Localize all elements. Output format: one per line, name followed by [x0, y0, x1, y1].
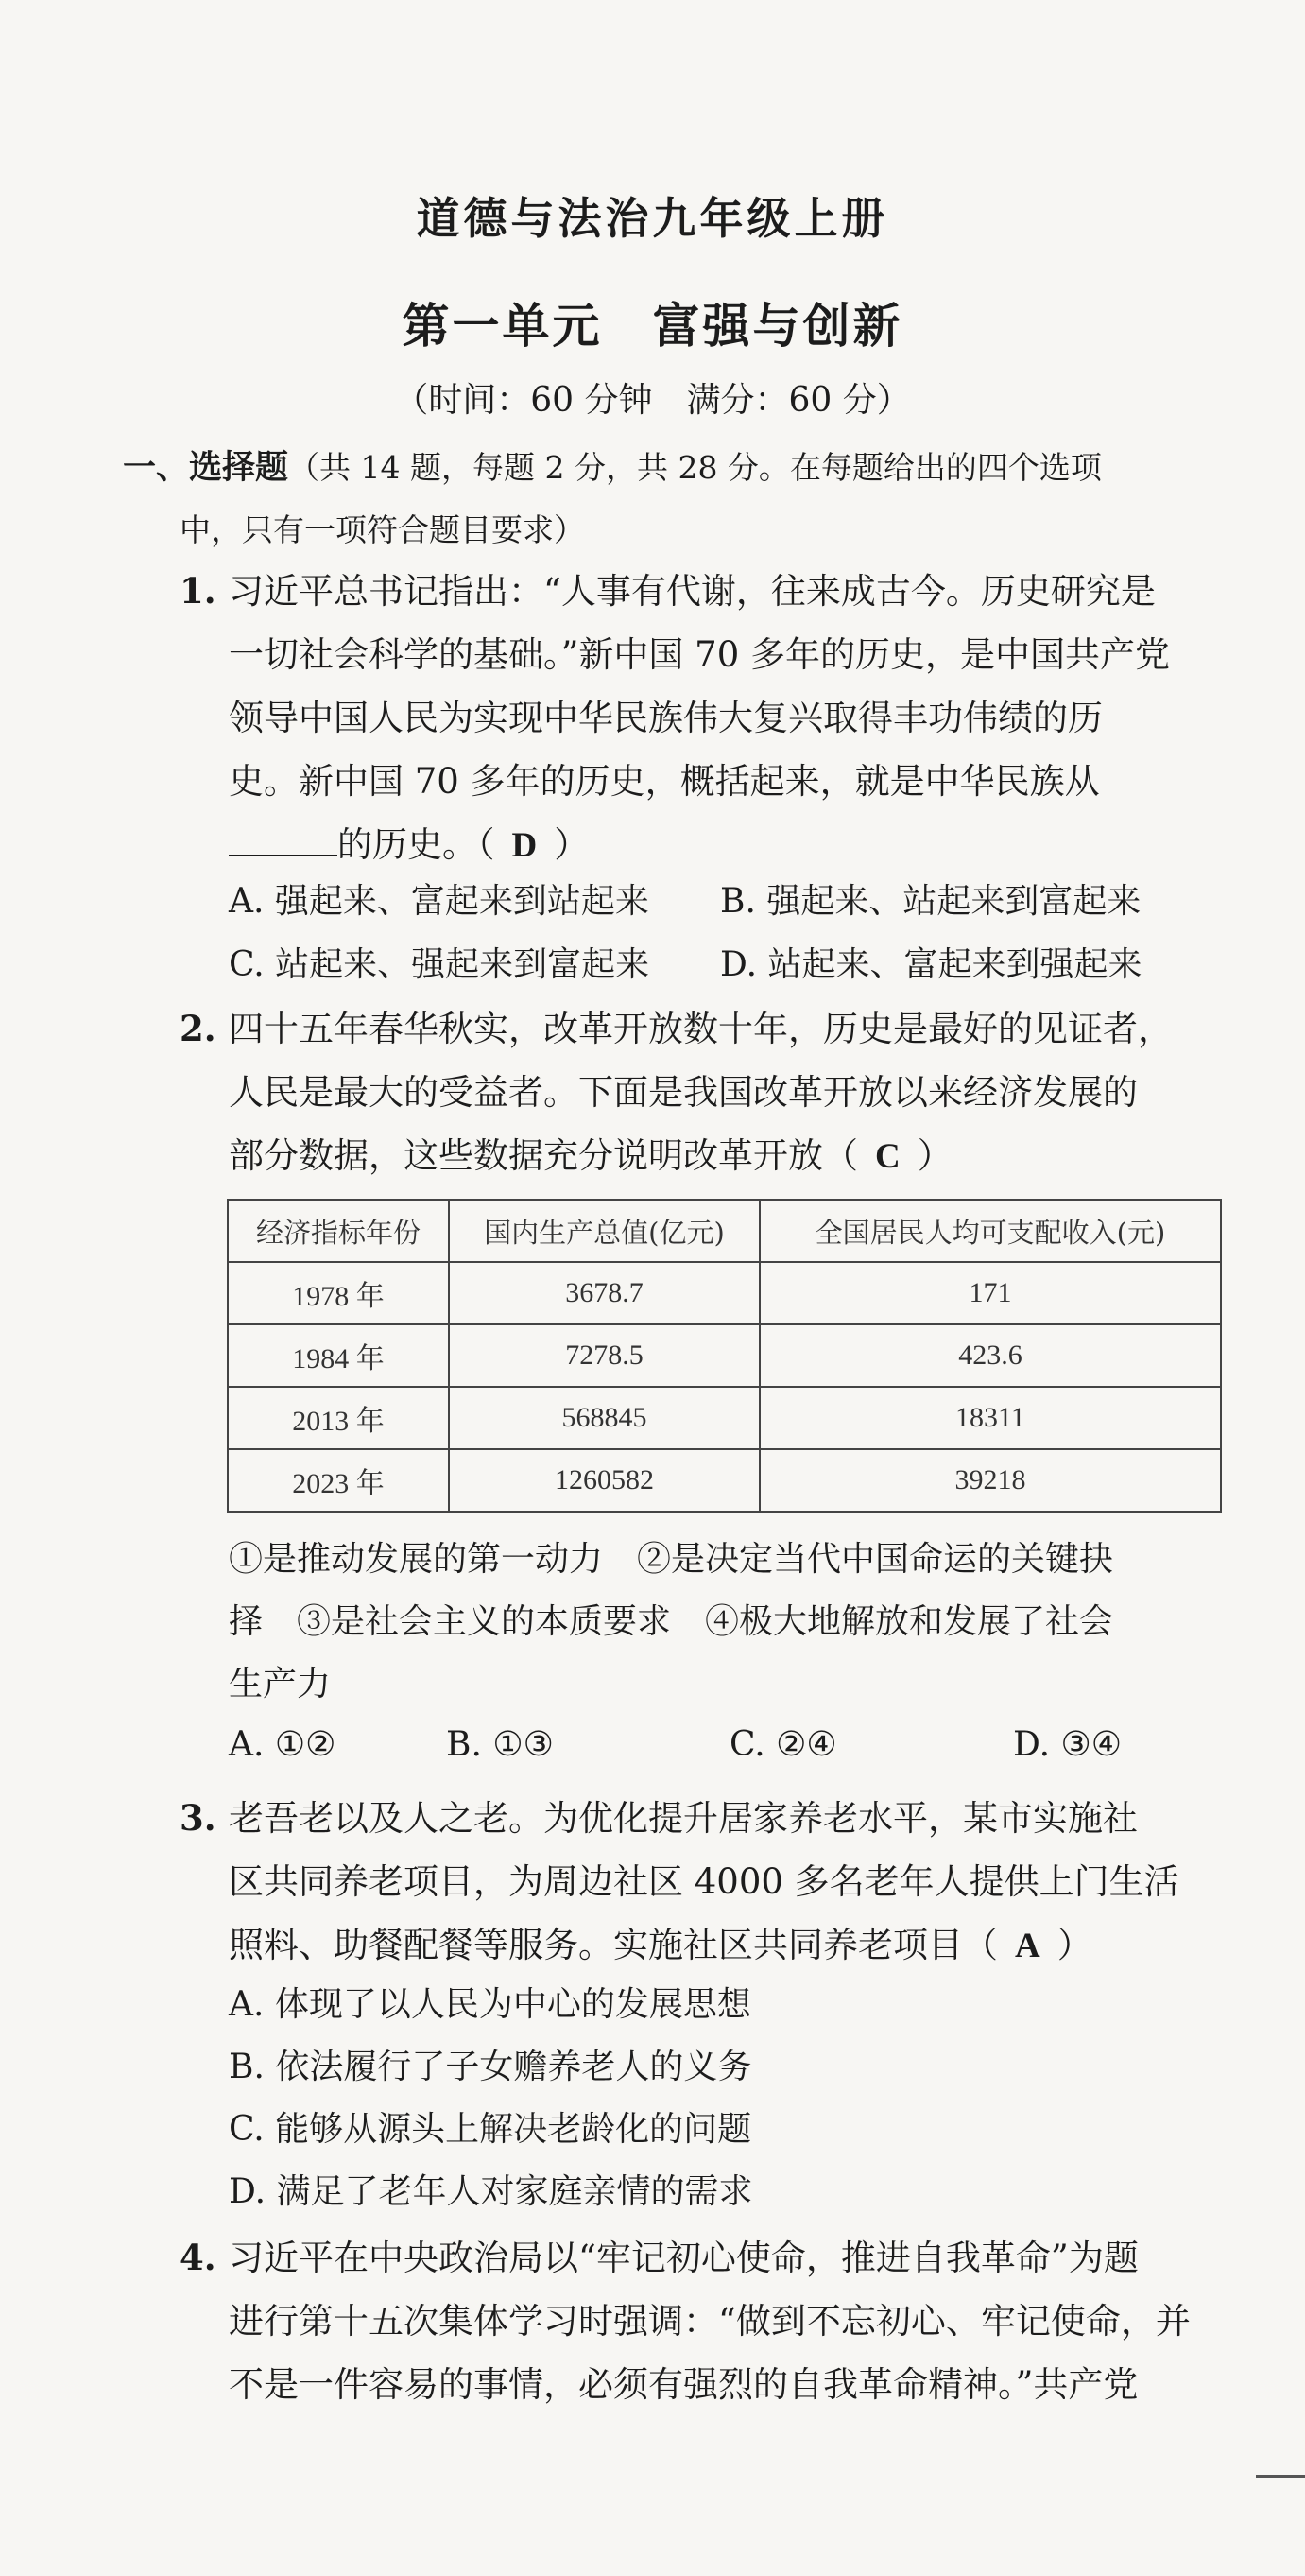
text-line	[229, 1913, 1228, 1978]
text-line: 领导中国人民为实现中华民族伟大复兴取得丰功伟绩的历	[229, 698, 1103, 738]
section-title: 一、选择题	[123, 448, 289, 487]
table-cell: 2023 年	[228, 1449, 449, 1512]
close-paren: ）	[917, 1135, 953, 1176]
statements	[229, 1529, 1230, 1716]
text-line: 一切社会科学的基础。”新中国 70 多年的历史，是中国共产党	[229, 634, 1171, 675]
table-cell: 1978 年	[228, 1262, 449, 1324]
table-cell: 1260582	[449, 1449, 760, 1512]
table-cell: 568845	[449, 1387, 760, 1449]
page-edge-mark	[1256, 2475, 1305, 2478]
text-line: 史。新中国 70 多年的历史，概括起来，就是中华民族从	[229, 761, 1100, 802]
text-line: 人民是最大的受益者。下面是我国改革开放以来经济发展的	[229, 1072, 1138, 1113]
option-c: C. ②④	[730, 1725, 837, 1764]
text-line: 习近平总书记指出：“人事有代谢，往来成古今。历史研究是	[229, 571, 1156, 612]
text-fragment: 部分数据，这些数据充分说明改革开放（	[229, 1135, 858, 1176]
table-cell: 18311	[760, 1387, 1221, 1449]
question-1	[180, 560, 1228, 877]
table-row	[228, 1387, 1221, 1449]
text-fragment: 的历史。（	[337, 824, 495, 865]
question-text	[229, 997, 1228, 1188]
table-row	[228, 1449, 1221, 1512]
question-number: 1.	[180, 570, 216, 612]
statement-line: 生产力	[229, 1665, 332, 1703]
option-c: C. 能够从源头上解决老龄化的问题	[229, 2110, 752, 2149]
table-cell: 1984 年	[228, 1324, 449, 1387]
table-header: 国内生产总值(亿元)	[449, 1200, 760, 1262]
text-fragment: 照料、助餐配餐等服务。实施社区共同养老项目（	[229, 1925, 998, 1965]
text-line: 四十五年春华秋实，改革开放数十年，历史是最好的见证者，	[229, 1009, 1173, 1049]
exam-info: （时间：60 分钟 满分：60 分）	[394, 381, 911, 420]
question-text	[229, 2226, 1228, 2416]
option-b: B. ①③	[446, 1725, 554, 1764]
text-line	[229, 1124, 1228, 1188]
text-line: 习近平在中央政治局以“牢记初心使命，推进自我革命”为题	[229, 2238, 1139, 2278]
table-cell: 423.6	[760, 1324, 1221, 1387]
option-c: C. 站起来、强起来到富起来	[229, 945, 650, 984]
answer-letter: A	[1015, 1927, 1040, 1965]
section-instructions: （共 14 题，每题 2 分，共 28 分。在每题给出的四个选项	[288, 449, 1102, 486]
option-d: D. ③④	[1013, 1725, 1123, 1764]
table-header: 经济指标年份	[228, 1200, 449, 1262]
option-d: D. 满足了老年人对家庭亲情的需求	[229, 2172, 753, 2211]
question-number: 4.	[180, 2237, 216, 2278]
answer-letter: D	[511, 826, 538, 865]
book-title: 道德与法治九年级上册	[416, 193, 889, 244]
statement-line: 择 ③是社会主义的本质要求 ④极大地解放和发展了社会	[229, 1602, 1114, 1641]
question-3	[180, 1787, 1228, 1978]
section-heading	[123, 437, 1224, 562]
table-cell: 7278.5	[449, 1324, 760, 1387]
close-paren: ）	[554, 824, 590, 865]
table-row	[228, 1324, 1221, 1387]
unit-title: 第一单元 富强与创新	[402, 298, 903, 354]
question-text	[229, 1787, 1228, 1978]
question-text	[229, 560, 1228, 877]
table-cell: 39218	[760, 1449, 1221, 1512]
statement-line: ①是推动发展的第一动力 ②是决定当代中国命运的关键抉	[229, 1540, 1114, 1579]
question-number: 3.	[180, 1797, 216, 1839]
section-instructions-cont: 中，只有一项符合题目要求）	[180, 511, 585, 548]
answer-blank	[229, 817, 337, 856]
question-2	[180, 997, 1228, 1188]
close-paren: ）	[1056, 1925, 1092, 1965]
table-header-row	[228, 1200, 1221, 1262]
text-line: 不是一件容易的事情，必须有强烈的自我革命精神。”共产党	[229, 2364, 1139, 2405]
option-b: B. 强起来、站起来到富起来	[720, 882, 1142, 921]
option-a: A. 强起来、富起来到站起来	[229, 882, 649, 921]
answer-letter: C	[875, 1137, 901, 1176]
table-header: 全国居民人均可支配收入(元)	[760, 1200, 1221, 1262]
table-cell: 2013 年	[228, 1387, 449, 1449]
option-a: A. 体现了以人民为中心的发展思想	[229, 1985, 751, 2024]
text-line: 进行第十五次集体学习时强调：“做到不忘初心、牢记使命，并	[229, 2301, 1191, 2342]
text-line	[229, 813, 1228, 877]
option-d: D. 站起来、富起来到强起来	[720, 945, 1142, 984]
question-4	[180, 2226, 1228, 2416]
option-b: B. 依法履行了子女赡养老人的义务	[229, 2048, 752, 2086]
option-a: A. ①②	[229, 1725, 336, 1764]
table-cell: 171	[760, 1262, 1221, 1324]
question-number: 2.	[180, 1008, 216, 1049]
economic-data-table	[227, 1199, 1222, 1513]
table-row	[228, 1262, 1221, 1324]
text-line: 区共同养老项目，为周边社区 4000 多名老年人提供上门生活	[229, 1861, 1179, 1902]
text-line: 老吾老以及人之老。为优化提升居家养老水平，某市实施社	[229, 1798, 1138, 1839]
table-cell: 3678.7	[449, 1262, 760, 1324]
